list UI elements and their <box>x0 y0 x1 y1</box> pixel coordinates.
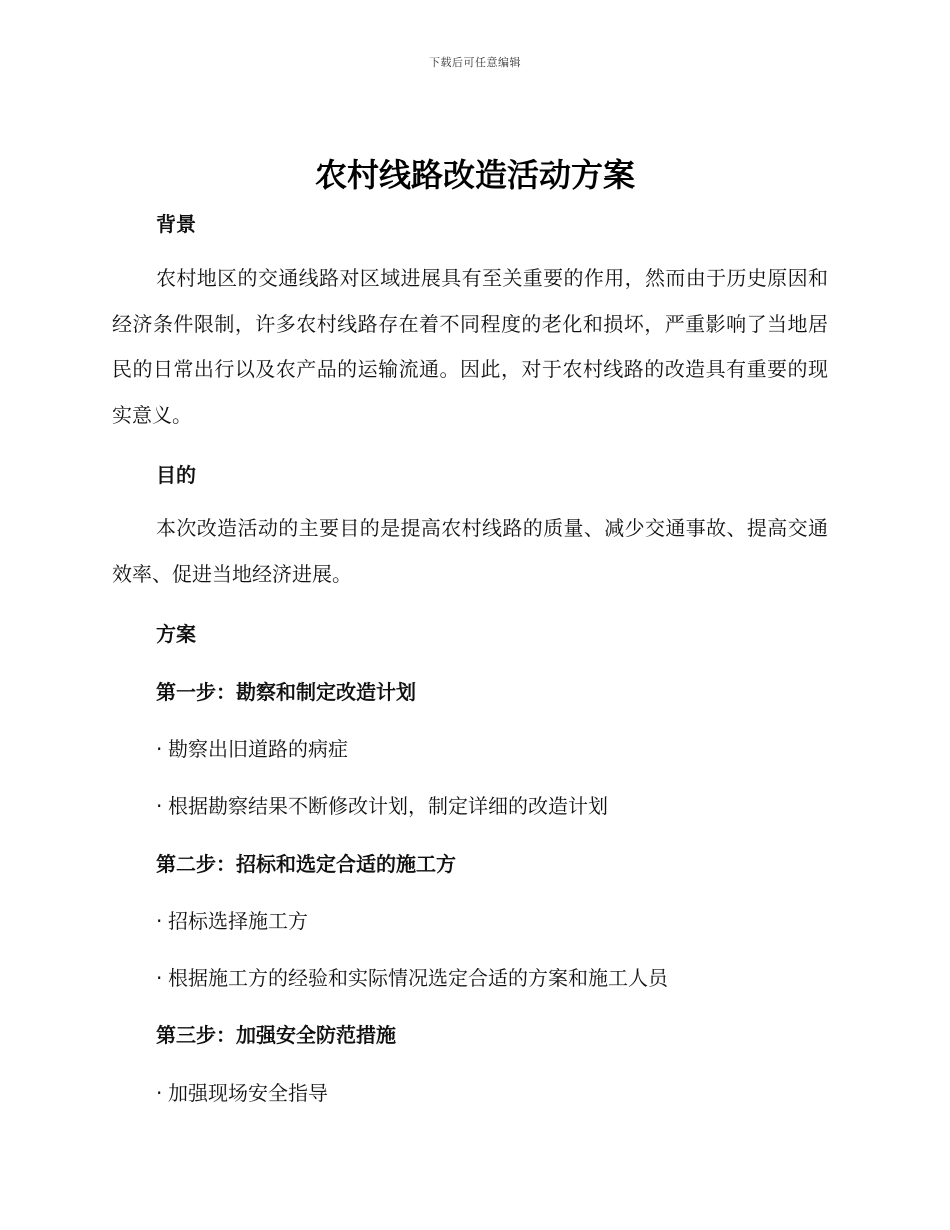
page-header-note: 下载后可任意编辑 <box>429 56 521 69</box>
bullet-symbol: · <box>156 737 163 761</box>
list-item-text: 加强现场安全指导 <box>168 1081 328 1105</box>
list-item <box>156 1077 328 1106</box>
paragraph-background: 农村地区的交通线路对区域进展具有至关重要的作用，然而由于历史原因和经济条件限制，许多农村线路存在着不同程度的老化和损坏，严重影响了当地居民的日常出行以及农产品的运输流通。因此，对于农村线路的改造具有重要的现实意义。 <box>112 266 828 427</box>
document-title: 农村线路改造活动方案 <box>314 156 635 194</box>
paragraph-purpose: 本次改造活动的主要目的是提高农村线路的质量、减少交通事故、提高交通效率、促进当地经济进展。 <box>112 516 828 586</box>
bullet-symbol: · <box>156 794 163 818</box>
list-item-text: 根据施工方的经验和实际情况选定合适的方案和施工人员 <box>168 966 668 990</box>
bullet-symbol: · <box>156 909 163 933</box>
list-item-text: 勘察出旧道路的病症 <box>168 737 348 761</box>
section-heading-purpose: 目的 <box>156 463 196 487</box>
list-item <box>156 790 608 819</box>
list-item-text: 根据勘察结果不断修改计划，制定详细的改造计划 <box>168 794 608 818</box>
section-heading-background: 背景 <box>156 212 196 236</box>
bullet-symbol: · <box>156 966 163 990</box>
section-heading-plan: 方案 <box>156 622 196 646</box>
step-heading-1: 第一步：勘察和制定改造计划 <box>156 680 416 704</box>
list-item <box>156 733 348 762</box>
list-item <box>156 962 668 991</box>
bullet-symbol: · <box>156 1081 163 1105</box>
step-heading-3: 第三步：加强安全防范措施 <box>156 1023 396 1047</box>
list-item <box>156 905 308 934</box>
list-item-text: 招标选择施工方 <box>168 909 308 933</box>
step-heading-2: 第二步：招标和选定合适的施工方 <box>156 852 456 876</box>
